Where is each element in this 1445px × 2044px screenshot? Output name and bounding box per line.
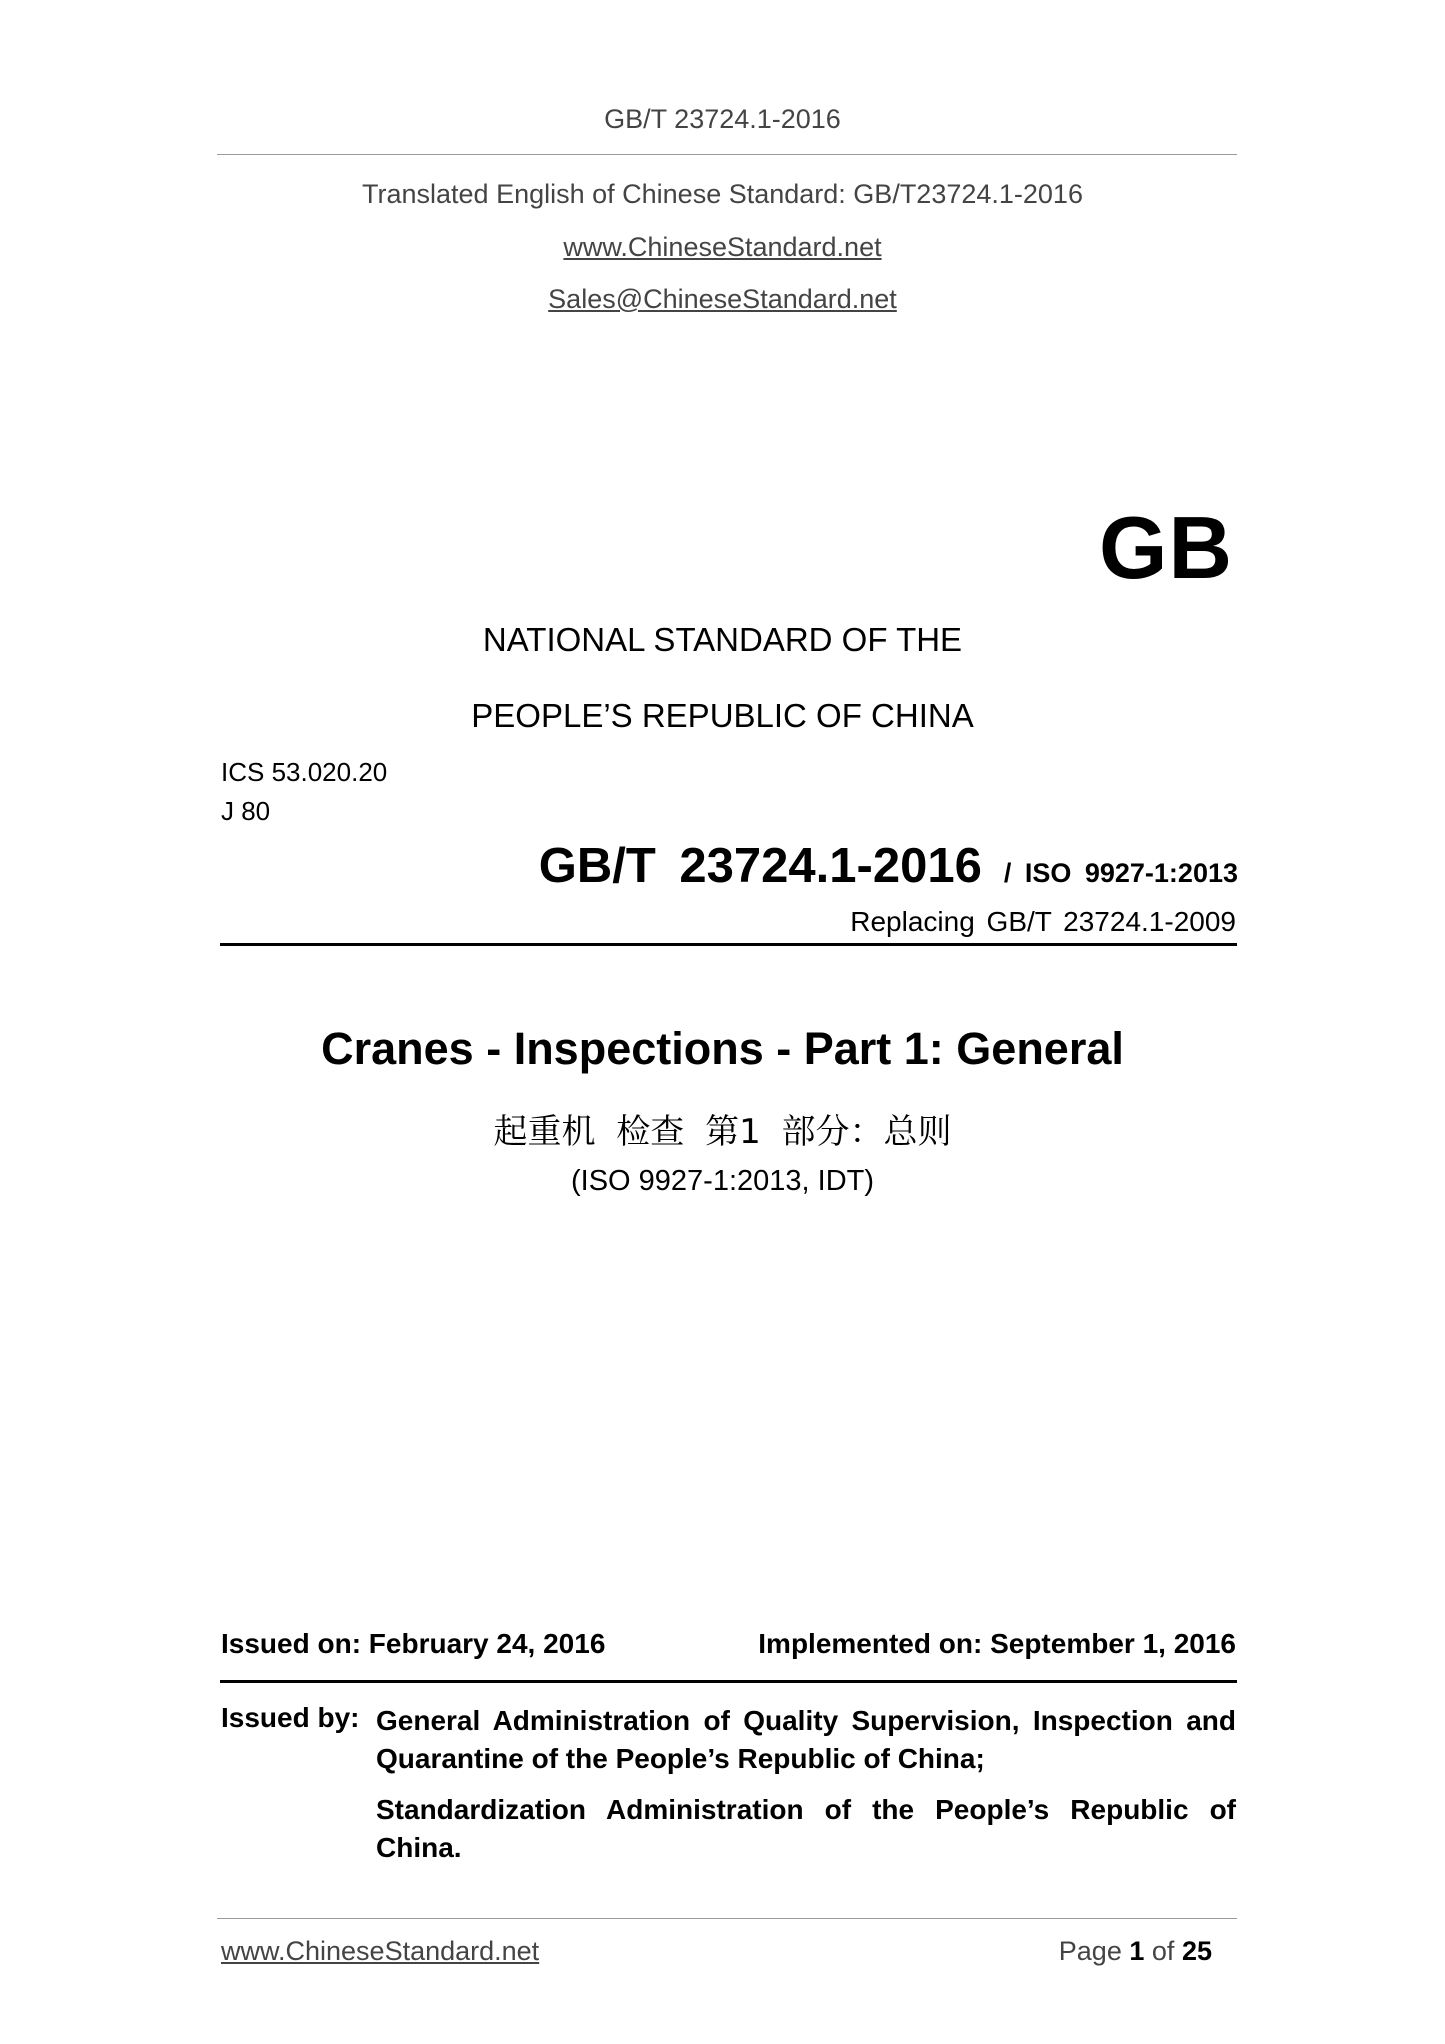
footer-divider <box>217 1918 1237 1919</box>
page-current: 1 <box>1129 1936 1145 1966</box>
footer-website-link[interactable]: www.ChineseStandard.net <box>221 1936 540 1966</box>
national-standard-line-2: PEOPLE’S REPUBLIC OF CHINA <box>471 697 974 734</box>
issuer-aqsiq: General Administration of Quality Supervision, Inspection and Quarantine of the People’s Republic of China; <box>376 1705 1236 1774</box>
translated-standard-line: Translated English of Chinese Standard: GB/T23724.1-2016 <box>362 179 1083 209</box>
standard-number-rule <box>220 943 1237 946</box>
standard-number: GB/T 23724.1-2016 <box>538 839 982 893</box>
website-link[interactable]: www.ChineseStandard.net <box>563 232 882 262</box>
implemented-on-date: Implemented on: September 1, 2016 <box>758 1628 1236 1659</box>
header-divider <box>217 154 1237 155</box>
sales-email-link[interactable]: Sales@ChineseStandard.net <box>548 284 897 314</box>
page-total: 25 <box>1181 1936 1212 1966</box>
gb-mark: GB <box>1099 498 1233 597</box>
replacing-note: Replacing GB/T 23724.1-2009 <box>850 906 1236 937</box>
iso-equivalence: (ISO 9927-1:2013, IDT) <box>570 1165 875 1197</box>
email-link-wrapper <box>0 284 1445 315</box>
issued-on-date: Issued on: February 24, 2016 <box>221 1628 606 1659</box>
website-link-wrapper <box>0 232 1445 263</box>
running-header: GB/T 23724.1-2016 <box>604 104 841 134</box>
ics-code: ICS 53.020.20 <box>221 757 388 787</box>
issuer-sac: Standardization Administration of the People’s Republic of China. <box>376 1794 1236 1863</box>
iso-reference: / ISO 9927-1:2013 <box>1003 858 1238 888</box>
page-indicator <box>1059 1936 1212 1967</box>
issued-by-label: Issued by: <box>221 1702 360 1733</box>
national-standard-line-1: NATIONAL STANDARD OF THE <box>482 621 963 658</box>
dates-rule <box>220 1680 1237 1683</box>
page-of: of <box>1151 1936 1175 1966</box>
standard-number-block <box>539 838 1238 894</box>
page-label: Page <box>1058 1936 1122 1966</box>
document-title: Cranes - Inspections - Part 1: General <box>321 1023 1124 1074</box>
classification-code: J 80 <box>221 796 271 826</box>
chinese-title: 起重机 检查 第1 部分：总则 <box>493 1112 952 1152</box>
